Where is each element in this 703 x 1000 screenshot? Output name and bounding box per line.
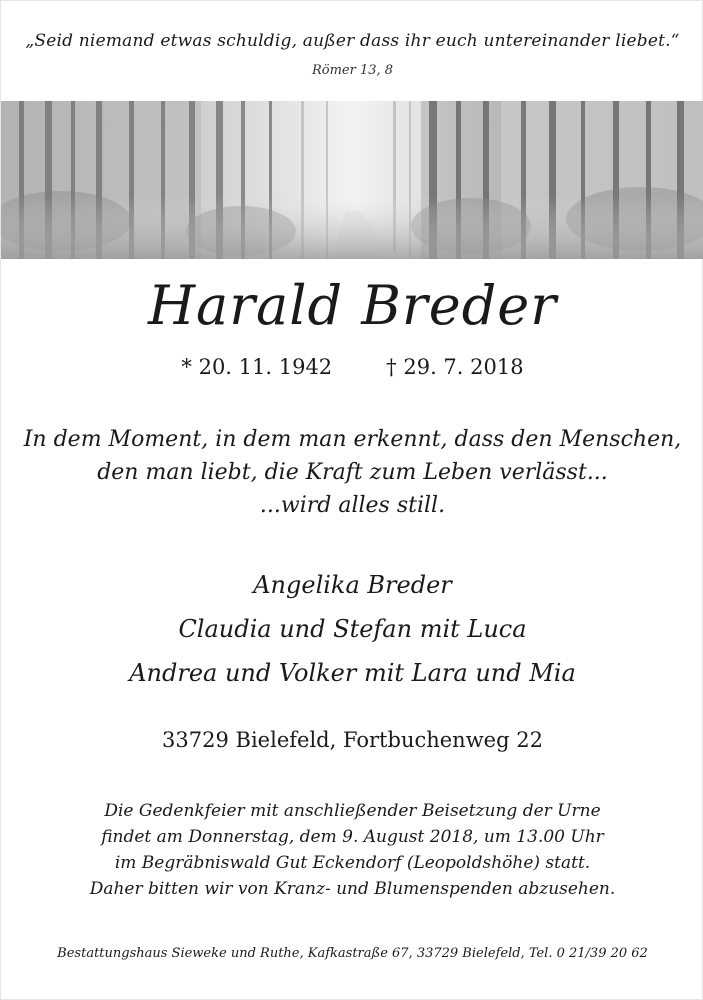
- notice-line: Daher bitten wir von Kranz- und Blumenspenden abzusehen.: [89, 879, 616, 899]
- birth-date: * 20. 11. 1942: [181, 355, 333, 379]
- life-dates: [1, 353, 703, 381]
- notice-line: findet am Donnerstag, dem 9. August 2018, um 13.00 Uhr: [101, 827, 604, 847]
- bible-quote: „Seid niemand etwas schuldig, außer dass ihr euch untereinander liebet.“: [25, 31, 680, 51]
- mourners: [1, 563, 703, 695]
- family-address: 33729 Bielefeld, Fortbuchenweg 22: [162, 728, 543, 752]
- mourner-line: Claudia und Stefan mit Luca: [178, 615, 527, 643]
- death-date: † 29. 7. 2018: [386, 355, 524, 379]
- forest-banner-image: [1, 101, 703, 259]
- mourner-line: Andrea und Volker mit Lara und Mia: [129, 659, 576, 687]
- funeral-home-footer: Bestattungshaus Sieweke und Ruthe, Kafkastraße 67, 33729 Bielefeld, Tel. 0 21/39 20 62: [57, 946, 648, 961]
- notice-line: Die Gedenkfeier mit anschließender Beisetzung der Urne: [104, 801, 601, 821]
- notice-line: im Begräbniswald Gut Eckendorf (Leopoldshöhe) statt.: [114, 853, 591, 873]
- poem-line: den man liebt, die Kraft zum Leben verlässt...: [97, 460, 608, 485]
- mourner-line: Angelika Breder: [253, 571, 452, 599]
- poem-line: ...wird alles still.: [259, 493, 446, 518]
- poem: [1, 423, 703, 522]
- bible-reference: Römer 13, 8: [311, 63, 394, 78]
- deceased-name: Harald Breder: [147, 274, 558, 337]
- poem-line: In dem Moment, in dem man erkennt, dass den Menschen,: [23, 427, 682, 452]
- forest-path-picture: [1, 101, 703, 259]
- funeral-notice: [1, 798, 703, 902]
